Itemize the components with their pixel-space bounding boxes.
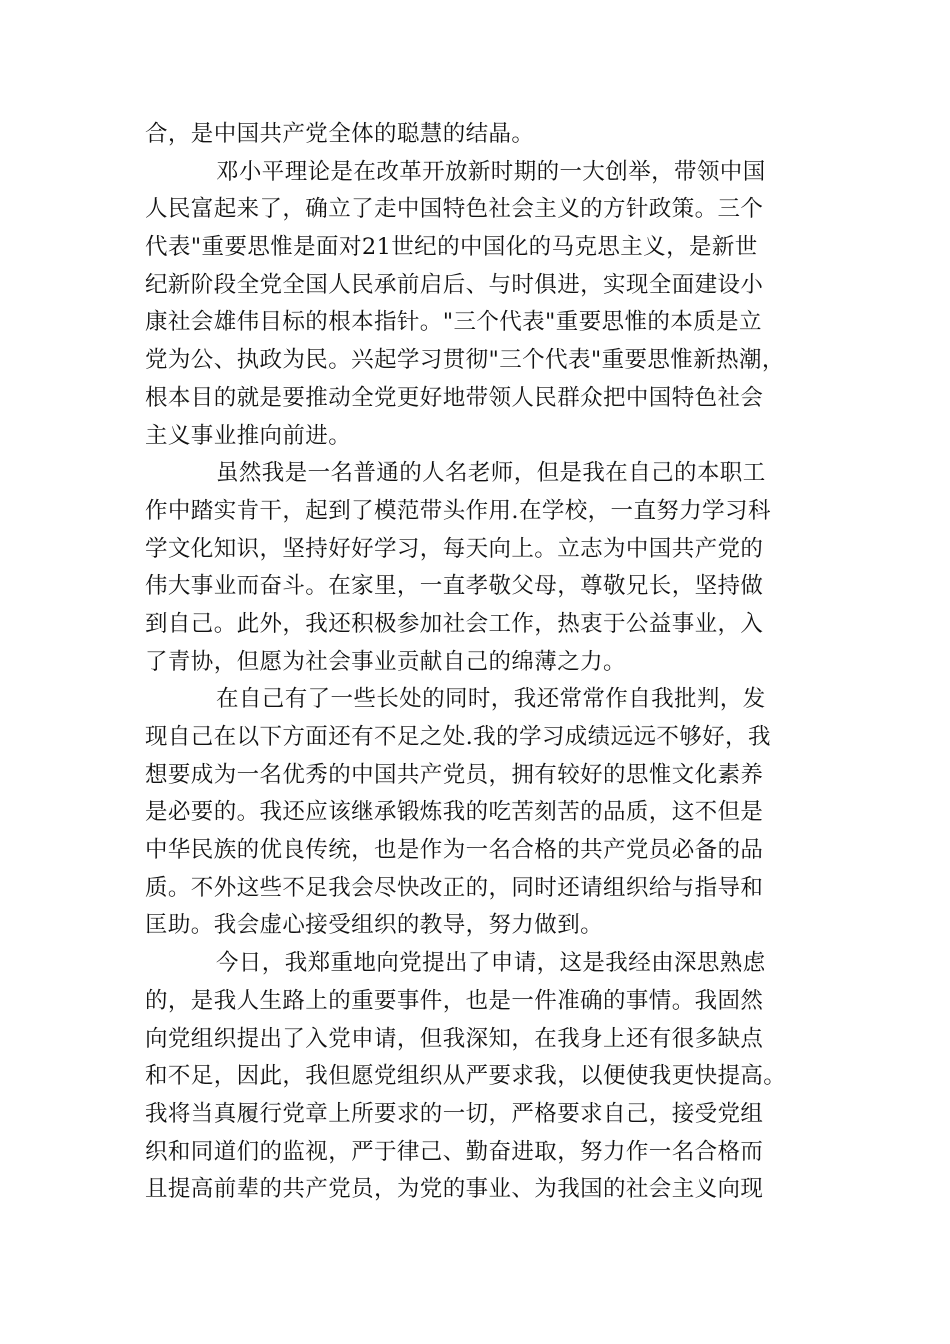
text-line: 康社会雄伟目标的根本指针。"三个代表"重要思惟的本质是立	[145, 309, 762, 336]
text-line: 纪新阶段全党全国人民承前启后、与时俱进，实现全面建设小	[145, 271, 764, 298]
text-line: 的，是我人生路上的重要事件，也是一件准确的事情。我固然	[145, 987, 764, 1014]
text-line: 人民富起来了，确立了走中国特色社会主义的方针政策。三个	[145, 196, 764, 223]
paragraph-first-line: 今日，我郑重地向党提出了申请，这是我经由深思熟虑	[216, 950, 766, 977]
text-line: 我将当真履行党章上所要求的一切，严格要求自己，接受党组	[145, 1100, 764, 1127]
text-line: 质。不外这些不足我会尽快改正的，同时还请组织给与指导和	[145, 874, 764, 901]
text-line: 作中踏实肯干，起到了模范带头作用.在学校，一直努力学习科	[145, 497, 771, 524]
text-line: 匡助。我会虚心接受组织的教导，努力做到。	[145, 912, 604, 939]
text-line: 党为公、执政为民。兴起学习贯彻"三个代表"重要思惟新热潮，	[145, 347, 785, 374]
text-line: 主义事业推向前进。	[145, 422, 352, 449]
text-line: 且提高前辈的共产党员，为党的事业、为我国的社会主义向现	[145, 1176, 764, 1203]
text-line: 想要成为一名优秀的中国共产党员，拥有较好的思惟文化素养	[145, 761, 764, 788]
body-text	[145, 116, 805, 1209]
text-line: 代表"重要思惟是面对21世纪的中国化的马克思主义，是新世	[145, 234, 758, 261]
paragraph-first-line: 邓小平理论是在改革开放新时期的一大创举，带领中国	[216, 158, 766, 185]
text-line: 根本目的就是要推动全党更好地带领人民群众把中国特色社会	[145, 384, 764, 411]
paragraph-first-line: 虽然我是一名普通的人名老师，但是我在自己的本职工	[216, 460, 766, 487]
text-line: 伟大事业而奋斗。在家里，一直孝敬父母，尊敬兄长，坚持做	[145, 573, 764, 600]
text-line: 了青协，但愿为社会事业贡献自己的绵薄之力。	[145, 648, 626, 675]
text-line: 学文化知识，坚持好好学习，每天向上。立志为中国共产党的	[145, 535, 764, 562]
text-line: 到自己。此外，我还积极参加社会工作，热衷于公益事业，入	[145, 610, 764, 637]
text-line: 现自己在以下方面还有不足之处.我的学习成绩远远不够好，我	[145, 724, 771, 750]
paragraph-first-line: 在自己有了一些长处的同时，我还常常作自我批判，发	[216, 686, 766, 713]
text-line: 织和同道们的监视，严于律己、勤奋进取，努力作一名合格而	[145, 1138, 764, 1165]
text-line: 中华民族的优良传统，也是作为一名合格的共产党员必备的品	[145, 837, 764, 864]
text-line: 合，是中国共产党全体的聪慧的结晶。	[145, 121, 535, 147]
text-line: 向党组织提出了入党申请，但我深知，在我身上还有很多缺点	[145, 1025, 764, 1052]
text-line: 和不足，因此，我但愿党组织从严要求我，以便使我更快提高。	[145, 1063, 787, 1090]
text-line: 是必要的。我还应该继承锻炼我的吃苦刻苦的品质，这不但是	[145, 799, 764, 826]
